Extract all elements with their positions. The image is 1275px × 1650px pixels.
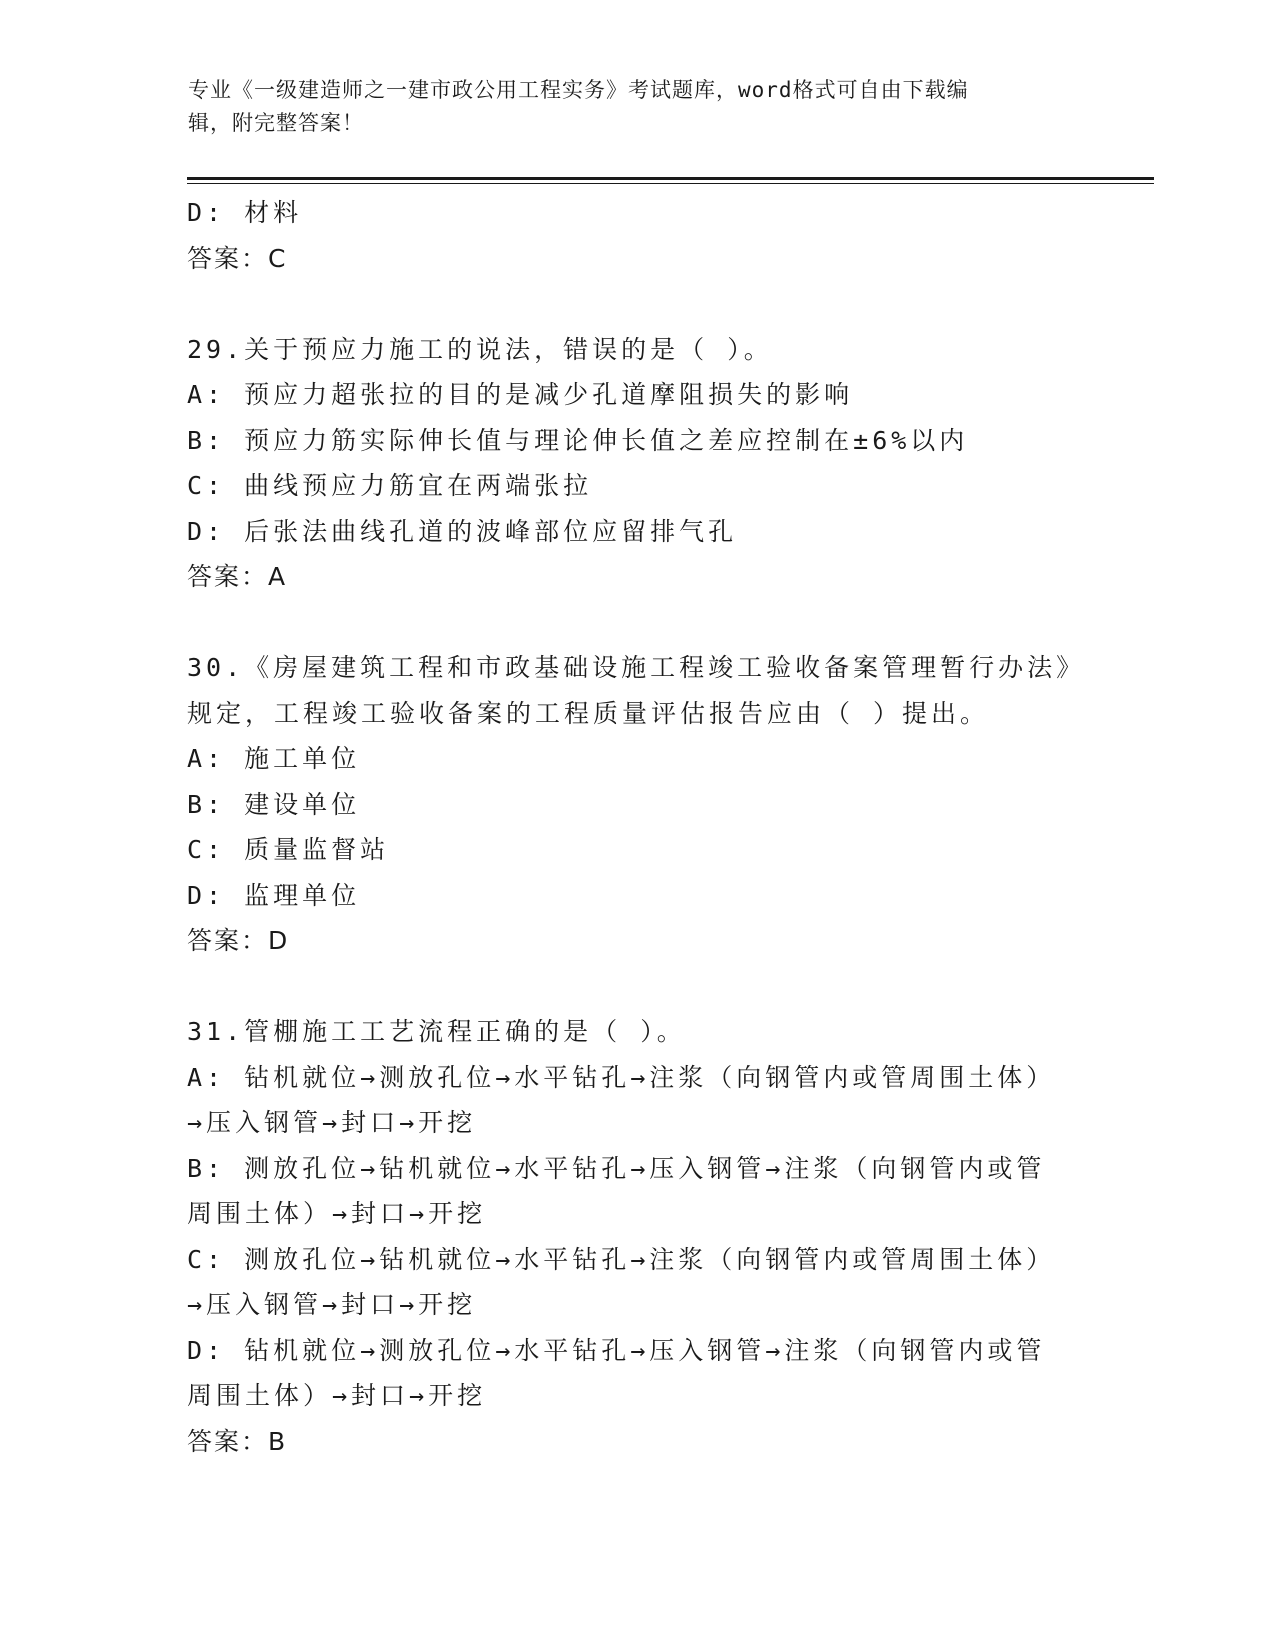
- question-30: 30.《房屋建筑工程和市政基础设施工程竣工验收备案管理暂行办法》: [187, 653, 1086, 682]
- option-a: A: 施工单位: [187, 744, 361, 773]
- option-d-continued: 周围土体）→封口→开挖: [187, 1381, 487, 1410]
- answer-line: 答案：B: [187, 1426, 288, 1456]
- option-d: D: 材料: [187, 198, 303, 227]
- option-d: D: 后张法曲线孔道的波峰部位应留排气孔: [187, 516, 738, 546]
- question-29: 29.关于预应力施工的说法，错误的是（ ）。: [187, 334, 773, 364]
- question-30-continued: 规定，工程竣工验收备案的工程质量评估报告应由（ ）提出。: [187, 698, 990, 728]
- option-c: C: 质量监督站: [187, 835, 390, 864]
- option-b: B: 建设单位: [187, 789, 361, 819]
- answer-line: 答案：C: [187, 243, 288, 273]
- spacer: [187, 964, 1087, 1010]
- option-a: A: 钻机就位→测放孔位→水平钻孔→注浆（向钢管内或管周围土体）: [187, 1062, 1056, 1092]
- header-line-1: 专业《一级建造师之一建市政公用工程实务》考试题库，word格式可自由下载编: [188, 78, 969, 102]
- page-header: [188, 74, 1068, 140]
- answer-line: 答案：D: [187, 926, 290, 955]
- option-d: D: 监理单位: [187, 880, 361, 910]
- question-content: [187, 190, 1087, 1464]
- header-line-2: 辑，附完整答案！: [188, 111, 364, 135]
- option-c: C: 曲线预应力筋宜在两端张拉: [187, 471, 593, 500]
- spacer: [187, 281, 1087, 327]
- question-31: 31.管棚施工工艺流程正确的是（ ）。: [187, 1017, 686, 1046]
- header-divider-thick: [187, 177, 1154, 180]
- option-c: C: 测放孔位→钻机就位→水平钻孔→注浆（向钢管内或管周围土体）: [187, 1244, 1056, 1274]
- option-c-continued: →压入钢管→封口→开挖: [187, 1290, 477, 1319]
- option-b-continued: 周围土体）→封口→开挖: [187, 1199, 487, 1228]
- option-a: A: 预应力超张拉的目的是减少孔道摩阻损失的影响: [187, 380, 854, 409]
- option-b: B: 预应力筋实际伸长值与理论伸长值之差应控制在±6%以内: [187, 425, 969, 455]
- answer-line: 答案：A: [187, 562, 288, 591]
- header-divider-thin: [187, 183, 1154, 184]
- option-b: B: 测放孔位→钻机就位→水平钻孔→压入钢管→注浆（向钢管内或管: [187, 1153, 1046, 1183]
- spacer: [187, 600, 1087, 646]
- option-a-continued: →压入钢管→封口→开挖: [187, 1108, 477, 1137]
- option-d: D: 钻机就位→测放孔位→水平钻孔→压入钢管→注浆（向钢管内或管: [187, 1335, 1046, 1365]
